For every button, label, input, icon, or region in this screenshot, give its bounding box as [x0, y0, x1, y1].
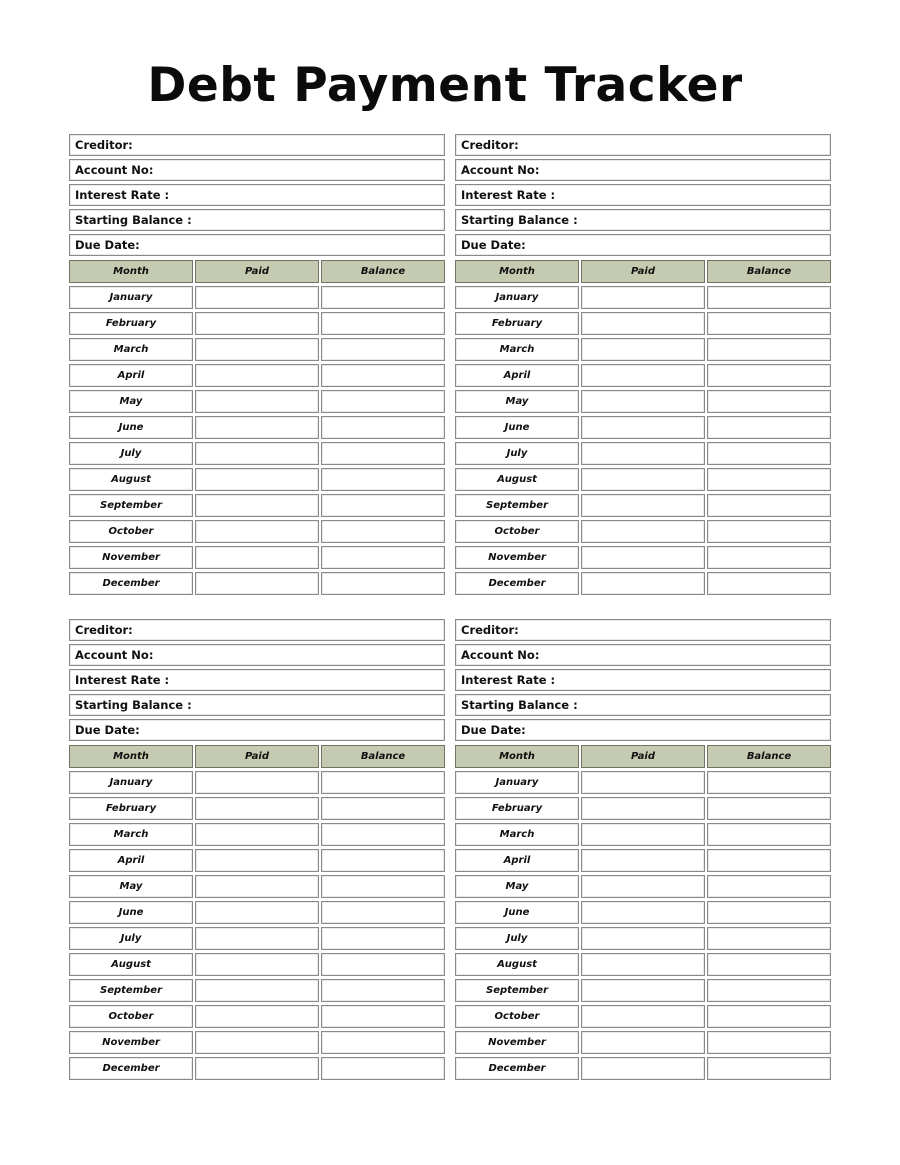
- month-cell: April: [69, 849, 193, 872]
- month-cell: July: [455, 927, 579, 950]
- paid-cell[interactable]: [581, 823, 705, 846]
- due-date-field[interactable]: [455, 234, 831, 256]
- month-cell: January: [69, 286, 193, 309]
- paid-header: Paid: [195, 260, 319, 283]
- month-cell: September: [69, 494, 193, 517]
- due-date-label: Due Date:: [461, 723, 526, 737]
- due-date-label: Due Date:: [75, 723, 140, 737]
- starting-balance-field[interactable]: [455, 694, 831, 716]
- paid-cell[interactable]: [581, 338, 705, 361]
- due-date-field[interactable]: [69, 234, 445, 256]
- balance-cell[interactable]: [321, 390, 445, 413]
- balance-header: Balance: [321, 745, 445, 768]
- paid-header: Paid: [581, 745, 705, 768]
- table-row: [455, 771, 831, 794]
- month-cell: March: [455, 338, 579, 361]
- paid-cell[interactable]: [195, 312, 319, 335]
- balance-cell[interactable]: [707, 572, 831, 595]
- interest-rate-label: Interest Rate :: [461, 673, 556, 687]
- interest-rate-field[interactable]: [69, 184, 445, 206]
- starting-balance-label: Starting Balance :: [75, 698, 192, 712]
- balance-cell[interactable]: [707, 494, 831, 517]
- account-no-label: Account No:: [75, 648, 154, 662]
- table-row: [455, 520, 831, 543]
- month-cell: April: [455, 364, 579, 387]
- table-row: [69, 468, 445, 491]
- balance-cell[interactable]: [321, 572, 445, 595]
- paid-cell[interactable]: [581, 546, 705, 569]
- month-cell: July: [69, 927, 193, 950]
- month-cell: February: [69, 312, 193, 335]
- month-cell: April: [455, 849, 579, 872]
- paid-cell[interactable]: [195, 286, 319, 309]
- month-cell: August: [69, 468, 193, 491]
- creditor-label: Creditor:: [461, 138, 519, 152]
- paid-cell[interactable]: [581, 901, 705, 924]
- month-cell: November: [69, 546, 193, 569]
- month-cell: October: [455, 1005, 579, 1028]
- balance-cell[interactable]: [321, 1057, 445, 1080]
- month-cell: December: [69, 1057, 193, 1080]
- table-row: [69, 364, 445, 387]
- balance-cell[interactable]: [321, 927, 445, 950]
- month-cell: May: [455, 390, 579, 413]
- table-row: [455, 979, 831, 1002]
- paid-cell[interactable]: [581, 979, 705, 1002]
- payment-table: [69, 260, 445, 595]
- table-row: [455, 546, 831, 569]
- balance-cell[interactable]: [321, 520, 445, 543]
- balance-cell[interactable]: [707, 520, 831, 543]
- table-row: [69, 494, 445, 517]
- table-row: [455, 494, 831, 517]
- paid-cell[interactable]: [195, 953, 319, 976]
- month-cell: June: [455, 416, 579, 439]
- month-cell: December: [455, 1057, 579, 1080]
- table-row: [455, 390, 831, 413]
- account-no-label: Account No:: [461, 648, 540, 662]
- balance-cell[interactable]: [321, 901, 445, 924]
- month-header: Month: [455, 260, 579, 283]
- due-date-field[interactable]: [455, 719, 831, 741]
- paid-cell[interactable]: [195, 823, 319, 846]
- starting-balance-field[interactable]: [69, 209, 445, 231]
- paid-header: Paid: [195, 745, 319, 768]
- balance-cell[interactable]: [321, 875, 445, 898]
- month-header: Month: [69, 260, 193, 283]
- paid-cell[interactable]: [581, 286, 705, 309]
- paid-cell[interactable]: [195, 797, 319, 820]
- paid-cell[interactable]: [195, 442, 319, 465]
- balance-cell[interactable]: [707, 875, 831, 898]
- interest-rate-field[interactable]: [455, 669, 831, 691]
- balance-cell[interactable]: [707, 1031, 831, 1054]
- balance-cell[interactable]: [321, 771, 445, 794]
- balance-cell[interactable]: [321, 797, 445, 820]
- table-row: [69, 875, 445, 898]
- table-row: [69, 901, 445, 924]
- interest-rate-field[interactable]: [69, 669, 445, 691]
- month-header: Month: [455, 745, 579, 768]
- balance-cell[interactable]: [707, 953, 831, 976]
- due-date-label: Due Date:: [461, 238, 526, 252]
- paid-cell[interactable]: [195, 771, 319, 794]
- creditor-label: Creditor:: [75, 138, 133, 152]
- balance-cell[interactable]: [321, 494, 445, 517]
- month-cell: February: [455, 797, 579, 820]
- month-cell: December: [455, 572, 579, 595]
- balance-cell[interactable]: [707, 546, 831, 569]
- paid-cell[interactable]: [581, 875, 705, 898]
- table-row: [455, 953, 831, 976]
- table-row: [455, 901, 831, 924]
- paid-cell[interactable]: [581, 849, 705, 872]
- balance-cell[interactable]: [707, 849, 831, 872]
- month-cell: March: [69, 823, 193, 846]
- interest-rate-label: Interest Rate :: [75, 188, 170, 202]
- starting-balance-label: Starting Balance :: [75, 213, 192, 227]
- month-cell: May: [69, 875, 193, 898]
- balance-cell[interactable]: [321, 546, 445, 569]
- balance-cell[interactable]: [321, 442, 445, 465]
- creditor-label: Creditor:: [75, 623, 133, 637]
- month-cell: March: [455, 823, 579, 846]
- paid-cell[interactable]: [581, 797, 705, 820]
- balance-cell[interactable]: [707, 771, 831, 794]
- payment-table: [455, 260, 831, 595]
- balance-cell[interactable]: [321, 953, 445, 976]
- month-cell: September: [69, 979, 193, 1002]
- balance-cell[interactable]: [707, 286, 831, 309]
- table-row: [455, 286, 831, 309]
- month-cell: September: [455, 494, 579, 517]
- table-row: [455, 416, 831, 439]
- balance-cell[interactable]: [707, 312, 831, 335]
- paid-cell[interactable]: [195, 979, 319, 1002]
- table-row: [69, 927, 445, 950]
- month-cell: June: [69, 416, 193, 439]
- month-cell: October: [69, 520, 193, 543]
- table-row: [69, 979, 445, 1002]
- table-row: [69, 286, 445, 309]
- paid-cell[interactable]: [195, 364, 319, 387]
- month-cell: September: [455, 979, 579, 1002]
- month-cell: November: [455, 546, 579, 569]
- balance-cell[interactable]: [321, 1005, 445, 1028]
- month-cell: June: [69, 901, 193, 924]
- account-no-field[interactable]: [455, 159, 831, 181]
- month-cell: November: [455, 1031, 579, 1054]
- table-header-row: [69, 745, 445, 768]
- paid-cell[interactable]: [581, 494, 705, 517]
- debt-tracker-block: [69, 134, 445, 598]
- page-title: Debt Payment Tracker: [147, 58, 743, 113]
- month-header: Month: [69, 745, 193, 768]
- due-date-field[interactable]: [69, 719, 445, 741]
- paid-cell[interactable]: [195, 338, 319, 361]
- table-header-row: [455, 745, 831, 768]
- balance-cell[interactable]: [707, 901, 831, 924]
- table-row: [69, 312, 445, 335]
- table-row: [69, 442, 445, 465]
- month-cell: December: [69, 572, 193, 595]
- payment-table: [69, 745, 445, 1080]
- account-no-label: Account No:: [461, 163, 540, 177]
- table-row: [69, 1031, 445, 1054]
- paid-cell[interactable]: [581, 1031, 705, 1054]
- starting-balance-label: Starting Balance :: [461, 213, 578, 227]
- account-no-label: Account No:: [75, 163, 154, 177]
- table-header-row: [455, 260, 831, 283]
- table-row: [455, 927, 831, 950]
- balance-cell[interactable]: [707, 364, 831, 387]
- paid-cell[interactable]: [195, 468, 319, 491]
- balance-cell[interactable]: [707, 823, 831, 846]
- table-row: [69, 771, 445, 794]
- month-cell: June: [455, 901, 579, 924]
- balance-header: Balance: [707, 745, 831, 768]
- balance-cell[interactable]: [321, 312, 445, 335]
- table-row: [69, 1057, 445, 1080]
- creditor-field[interactable]: [455, 134, 831, 156]
- balance-cell[interactable]: [707, 979, 831, 1002]
- paid-header: Paid: [581, 260, 705, 283]
- paid-cell[interactable]: [195, 416, 319, 439]
- paid-cell[interactable]: [581, 927, 705, 950]
- table-row: [455, 468, 831, 491]
- creditor-field[interactable]: [69, 619, 445, 641]
- balance-header: Balance: [321, 260, 445, 283]
- paid-cell[interactable]: [581, 520, 705, 543]
- month-cell: January: [69, 771, 193, 794]
- table-row: [69, 520, 445, 543]
- balance-cell[interactable]: [321, 468, 445, 491]
- paid-cell[interactable]: [581, 416, 705, 439]
- paid-cell[interactable]: [581, 390, 705, 413]
- paid-cell[interactable]: [581, 771, 705, 794]
- table-row: [69, 546, 445, 569]
- month-cell: August: [455, 468, 579, 491]
- month-cell: February: [455, 312, 579, 335]
- starting-balance-label: Starting Balance :: [461, 698, 578, 712]
- due-date-label: Due Date:: [75, 238, 140, 252]
- account-no-field[interactable]: [69, 644, 445, 666]
- balance-cell[interactable]: [321, 979, 445, 1002]
- paid-cell[interactable]: [195, 1057, 319, 1080]
- table-row: [69, 1005, 445, 1028]
- table-row: [69, 338, 445, 361]
- month-cell: July: [69, 442, 193, 465]
- month-cell: February: [69, 797, 193, 820]
- balance-cell[interactable]: [707, 797, 831, 820]
- paid-cell[interactable]: [195, 927, 319, 950]
- table-row: [455, 364, 831, 387]
- paid-cell[interactable]: [581, 1005, 705, 1028]
- month-cell: August: [455, 953, 579, 976]
- month-cell: April: [69, 364, 193, 387]
- balance-cell[interactable]: [707, 468, 831, 491]
- table-row: [455, 849, 831, 872]
- paid-cell[interactable]: [581, 312, 705, 335]
- paid-cell[interactable]: [195, 849, 319, 872]
- month-cell: October: [69, 1005, 193, 1028]
- table-row: [455, 572, 831, 595]
- paid-cell[interactable]: [195, 901, 319, 924]
- balance-header: Balance: [707, 260, 831, 283]
- table-row: [455, 312, 831, 335]
- paid-cell[interactable]: [581, 442, 705, 465]
- month-cell: November: [69, 1031, 193, 1054]
- creditor-label: Creditor:: [461, 623, 519, 637]
- month-cell: October: [455, 520, 579, 543]
- table-row: [455, 823, 831, 846]
- table-row: [455, 338, 831, 361]
- balance-cell[interactable]: [321, 364, 445, 387]
- month-cell: January: [455, 771, 579, 794]
- balance-cell[interactable]: [707, 416, 831, 439]
- creditor-field[interactable]: [69, 134, 445, 156]
- creditor-field[interactable]: [455, 619, 831, 641]
- balance-cell[interactable]: [707, 1005, 831, 1028]
- paid-cell[interactable]: [581, 364, 705, 387]
- debt-tracker-block: [455, 134, 831, 598]
- starting-balance-field[interactable]: [455, 209, 831, 231]
- interest-rate-field[interactable]: [455, 184, 831, 206]
- table-row: [69, 823, 445, 846]
- table-row: [455, 875, 831, 898]
- paid-cell[interactable]: [195, 1005, 319, 1028]
- table-row: [69, 572, 445, 595]
- paid-cell[interactable]: [195, 572, 319, 595]
- account-no-field[interactable]: [69, 159, 445, 181]
- balance-cell[interactable]: [321, 416, 445, 439]
- table-row: [455, 442, 831, 465]
- balance-cell[interactable]: [321, 338, 445, 361]
- interest-rate-label: Interest Rate :: [461, 188, 556, 202]
- month-cell: January: [455, 286, 579, 309]
- month-cell: May: [455, 875, 579, 898]
- paid-cell[interactable]: [195, 1031, 319, 1054]
- month-cell: July: [455, 442, 579, 465]
- paid-cell[interactable]: [195, 494, 319, 517]
- month-cell: May: [69, 390, 193, 413]
- table-row: [455, 1031, 831, 1054]
- debt-tracker-block: [69, 619, 445, 1083]
- balance-cell[interactable]: [707, 442, 831, 465]
- month-cell: March: [69, 338, 193, 361]
- table-row: [69, 390, 445, 413]
- table-row: [455, 797, 831, 820]
- account-no-field[interactable]: [455, 644, 831, 666]
- balance-cell[interactable]: [707, 390, 831, 413]
- table-header-row: [69, 260, 445, 283]
- interest-rate-label: Interest Rate :: [75, 673, 170, 687]
- paid-cell[interactable]: [195, 520, 319, 543]
- balance-cell[interactable]: [707, 1057, 831, 1080]
- paid-cell[interactable]: [581, 953, 705, 976]
- payment-table: [455, 745, 831, 1080]
- month-cell: August: [69, 953, 193, 976]
- balance-cell[interactable]: [707, 338, 831, 361]
- balance-cell[interactable]: [707, 927, 831, 950]
- table-row: [69, 953, 445, 976]
- balance-cell[interactable]: [321, 823, 445, 846]
- balance-cell[interactable]: [321, 1031, 445, 1054]
- debt-tracker-block: [455, 619, 831, 1083]
- paid-cell[interactable]: [581, 1057, 705, 1080]
- balance-cell[interactable]: [321, 286, 445, 309]
- paid-cell[interactable]: [195, 875, 319, 898]
- balance-cell[interactable]: [321, 849, 445, 872]
- starting-balance-field[interactable]: [69, 694, 445, 716]
- table-row: [455, 1057, 831, 1080]
- table-row: [69, 416, 445, 439]
- table-row: [455, 1005, 831, 1028]
- paid-cell[interactable]: [581, 572, 705, 595]
- paid-cell[interactable]: [195, 546, 319, 569]
- table-row: [69, 797, 445, 820]
- paid-cell[interactable]: [581, 468, 705, 491]
- table-row: [69, 849, 445, 872]
- paid-cell[interactable]: [195, 390, 319, 413]
